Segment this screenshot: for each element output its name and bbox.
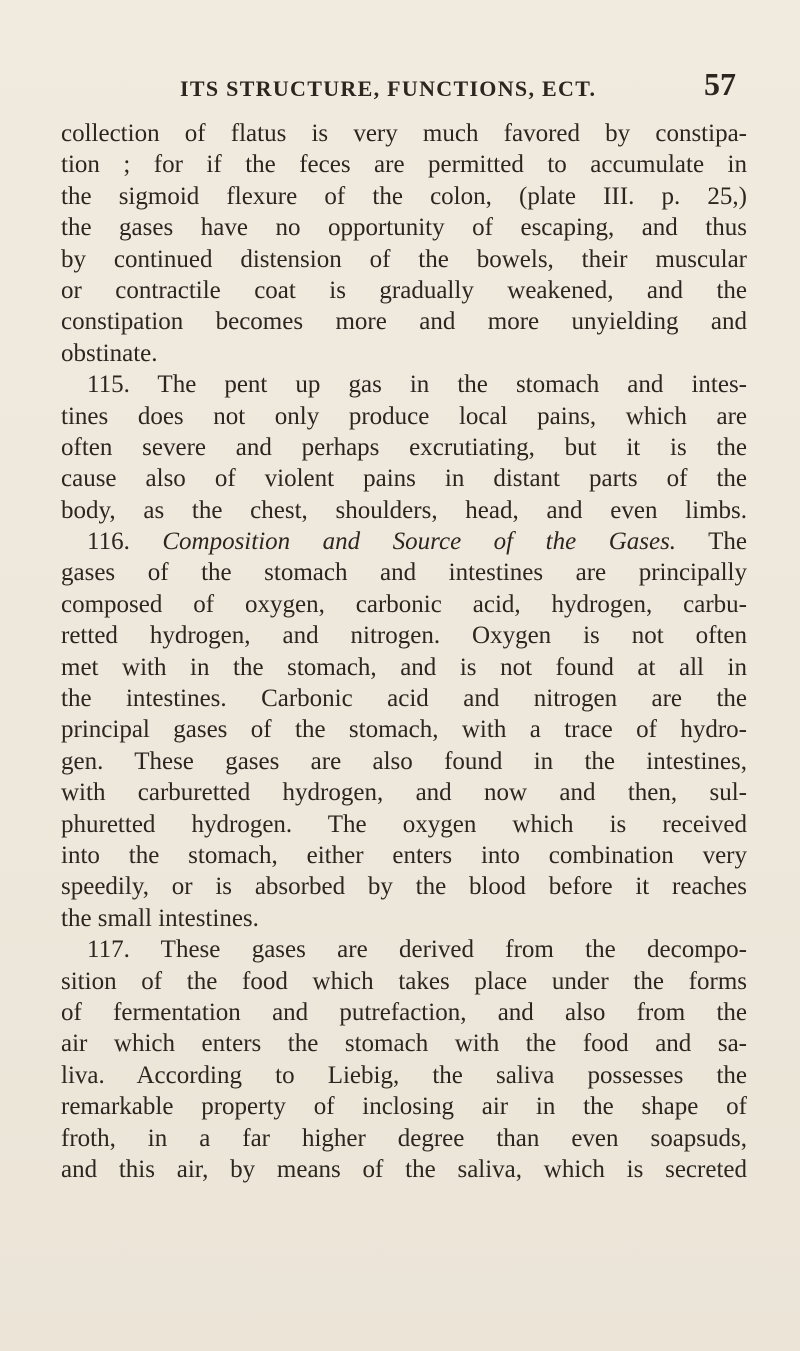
text-line: liva. According to Liebig, the saliva possesses the xyxy=(61,1061,747,1089)
text-line: sition of the food which takes place under the forms xyxy=(61,967,747,995)
text-line: composed of oxygen, carbonic acid, hydrogen, carbu- xyxy=(61,590,747,618)
text-line: collection of flatus is very much favored by constipa- xyxy=(61,120,747,147)
text-line: tion ; for if the feces are permitted to accumulate in xyxy=(61,151,747,179)
text-line: often severe and perhaps excrutiating, but it is the xyxy=(61,433,747,461)
text-line: gen. These gases are also found in the intestines, xyxy=(61,747,747,775)
paragraph-117-start: 117. These gases are derived from the decompo- xyxy=(87,936,747,964)
text-line: constipation becomes more and more unyielding and xyxy=(61,308,747,336)
running-title: ITS STRUCTURE, FUNCTIONS, ECT. xyxy=(180,76,597,101)
text-line: gases of the stomach and intestines are principally xyxy=(61,559,747,587)
text-line: phuretted hydrogen. The oxygen which is received xyxy=(61,810,747,838)
text-line: tines does not only produce local pains, which are xyxy=(61,402,747,430)
text-line: speedily, or is absorbed by the blood before it reaches xyxy=(61,873,747,901)
text-line: the sigmoid flexure of the colon, (plate III. p. 25,) xyxy=(61,182,747,210)
text-line: obstinate. xyxy=(61,339,158,367)
text-line: the intestines. Carbonic acid and nitrogen are the xyxy=(61,685,747,713)
text-line: principal gases of the stomach, with a trace of hydro- xyxy=(61,716,747,744)
paragraph-116-start xyxy=(61,526,747,557)
text-line: and this air, by means of the saliva, which is secreted xyxy=(61,1155,747,1183)
text-line: with carburetted hydrogen, and now and then, sul- xyxy=(61,779,747,807)
text-line: the small intestines. xyxy=(61,904,259,932)
page-number: 57 xyxy=(704,66,736,102)
text-line: body, as the chest, shoulders, head, and even limbs. xyxy=(61,496,747,524)
text-line: the gases have no opportunity of escaping, and thus xyxy=(61,214,747,242)
text-line: met with in the stomach, and is not found at all in xyxy=(61,653,747,681)
text-line: into the stomach, either enters into combination very xyxy=(61,841,747,869)
section-number: 116. xyxy=(87,528,130,556)
running-head xyxy=(150,68,740,108)
body-text xyxy=(61,118,747,1185)
text-line: air which enters the stomach with the food and sa- xyxy=(61,1030,747,1058)
text-line: retted hydrogen, and nitrogen. Oxygen is not often xyxy=(61,622,747,650)
paragraph-115-start: 115. The pent up gas in the stomach and intes- xyxy=(87,371,747,399)
text-line: cause also of violent pains in distant parts of the xyxy=(61,465,747,493)
text-run: The xyxy=(708,528,747,556)
text-line: of fermentation and putrefaction, and also from the xyxy=(61,998,747,1026)
text-line: froth, in a far higher degree than even soapsuds, xyxy=(61,1124,747,1152)
text-line: remarkable property of inclosing air in the shape of xyxy=(61,1093,747,1121)
text-line: or contractile coat is gradually weakened, and the xyxy=(61,276,747,304)
section-heading: Composition and Source of the Gases. xyxy=(162,528,677,556)
text-line: by continued distension of the bowels, their muscular xyxy=(61,245,747,273)
